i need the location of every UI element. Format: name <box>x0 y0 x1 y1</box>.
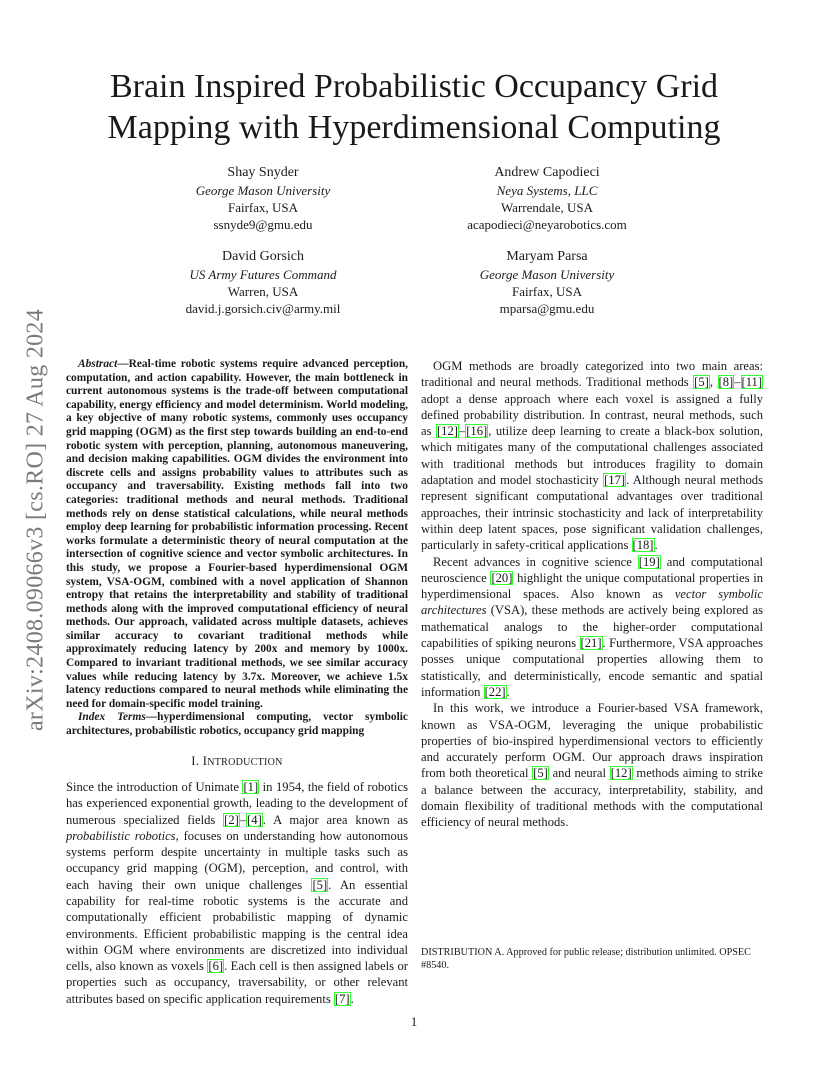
index-terms <box>66 711 408 738</box>
citation-link[interactable]: [21] <box>580 636 602 651</box>
author-affiliation: US Army Futures Command <box>189 267 337 282</box>
left-column <box>66 358 408 1007</box>
index-terms-text: —hyperdimensional computing, vector symbolic architectures, probabilistic robotics, occupancy grid mapping <box>66 711 408 738</box>
citation-link[interactable]: [7] <box>334 991 350 1006</box>
footnote: DISTRIBUTION A. Approved for public release; distribution unlimited. OPSEC #8540. <box>421 947 751 971</box>
abstract-text: —Real-time robotic systems require advanced perception, computation, and action capability. However, the main bottleneck in current autonomous systems is the trade-off between computational capability, energy efficiency and model determinism. World modeling, a key objective of many robotic systems, commonly uses occupancy grid mapping (OGM) as the first step towards building an end-to-end robotic system with perception, planning, autonomous maneuvering, and decision making capabilities. OGM divides the environment into discrete cells and assigns probability values to attributes such as occupancy and traversability. Existing methods fall into two categories: traditional methods and neural methods. Traditional methods rely on dense statistical calculations, while neural methods employ deep learning for probabilistic information processing. Recent works formulate a deterministic theory of neural computation at the intersection of cognitive science and vector symbolic architectures. In this study, we propose a Fourier-based hyperdimensional OGM system, VSA-OGM, combined with a novel application of Shannon entropy that retains the interpretability and stability of traditional methods along with the improved computational efficiency of neural methods. Our approach, validated across multiple datasets, achieves similar accuracy to covariant traditional methods while approximately reducing latency by 200x and memory by 1000x. Compared to invariant traditional methods, we see similar accuracy values while reducing latency by 3.7x. Moreover, we achieve 1.5x latency reductions compared to neural methods while eliminating the need for domain-specific model training. <box>66 358 408 710</box>
author-block-2 <box>397 164 697 233</box>
author-location: Fairfax, USA <box>227 200 299 215</box>
title-line-1: Brain Inspired Probabilistic Occupancy Grid <box>109 68 719 105</box>
contribution-paragraph: In this work, we introduce a Fourier-based VSA framework, known as VSA-OGM, leveraging the unique probabilistic properties of bio-inspired hyperdimensional vectors to efficiently and accurately perform OGM. Our approach draws inspiration from both theoretical [5] and neural [12] methods aiming to strike a balance between the accuracy, interpretability, stability, and domain flexibility of traditional methods with the computational efficiency of neural methods. <box>421 701 763 830</box>
author-name: Maryam Parsa <box>506 249 588 264</box>
citation-link[interactable]: [19] <box>638 554 660 569</box>
author-email: david.j.gorsich.civ@army.mil <box>185 301 341 316</box>
citation-link[interactable]: [12] <box>436 424 458 439</box>
abstract <box>66 358 408 711</box>
citation-link[interactable]: [5] <box>533 766 548 781</box>
citation-link[interactable]: [1] <box>243 779 259 794</box>
author-name: David Gorsich <box>221 249 305 264</box>
citation-link[interactable]: [5] <box>694 375 709 390</box>
section-title-first-letter: I <box>202 753 208 768</box>
author-name: Shay Snyder <box>227 165 299 180</box>
author-email: ssnyde9@gmu.edu <box>213 217 313 232</box>
author-block-3 <box>113 248 413 317</box>
section-heading-introduction <box>66 753 408 771</box>
citation-link[interactable]: [16] <box>466 424 488 439</box>
author-affiliation: George Mason University <box>195 183 331 198</box>
citation-link[interactable]: [4] <box>247 812 262 827</box>
author-block-4 <box>397 248 697 317</box>
citation-link[interactable]: [18] <box>632 538 654 553</box>
citation-link[interactable]: [2] <box>224 812 239 827</box>
citation-link[interactable]: [8] <box>718 375 734 390</box>
citation-link[interactable]: [20] <box>491 570 513 585</box>
citation-link[interactable]: [17] <box>604 473 626 488</box>
page-number: 1 <box>410 1014 418 1029</box>
author-block-1 <box>113 164 413 233</box>
author-name: Andrew Capodieci <box>494 165 600 180</box>
citation-link[interactable]: [11] <box>741 375 763 390</box>
index-terms-label: Index Terms <box>78 711 146 724</box>
citation-link[interactable]: [12] <box>610 766 632 781</box>
arxiv-sidebar <box>10 280 62 760</box>
paper-title <box>60 66 768 148</box>
right-column-flow <box>421 358 763 831</box>
author-affiliation: George Mason University <box>479 267 615 282</box>
methods-paragraph: OGM methods are broadly categorized into two main areas: traditional and neural methods. Traditional methods [5], [8]–[11] adopt a dense approach where each voxel is assigned a fully defined probability distribution. In contrast, neural methods, such as [12]–[16], utilize deep learning to create a black-box solution, which mitigates many of the computational challenges associated with traditional methods but introduces fragility to domain adaptation and model stochasticity [17]. Although neural methods represent significant computational advantages over traditional approaches, their intrinsic stochasticity and lack of interpretability within deep latent spaces, pose significant validation challenges, particularly in safety-critical applications [18]. <box>421 359 763 553</box>
citation-link[interactable]: [22] <box>484 684 506 699</box>
intro-paragraph: Since the introduction of Unimate [1] in 1954, the field of robotics has experienced exponential growth, leading to the development of numerous specialized fields [2]–[4]. A major area known as probabilistic robotics, focuses on understanding how autonomous systems perform despite uncertainty in multiple tasks such as occupancy grid mapping (OGM), perception, and control, with each having their own unique challenges [5]. An essential capability for real-time robotic systems is the accurate and computationally efficient probabilistic mapping of dynamic environments. Efficient probabilistic mapping is the central idea within OGM where environments are discretized into individual cells, also known as voxels [6]. Each cell is then assigned labels or properties such as occupancy, traversability, or other relevant attributes based on specific application requirements [7]. <box>66 779 408 1006</box>
arxiv-identifier: arXiv:2408.09066v3 [cs.RO] 27 Aug 2024 <box>22 308 49 732</box>
right-column <box>421 358 763 938</box>
author-location: Warren, USA <box>227 284 299 299</box>
author-location: Fairfax, USA <box>511 284 583 299</box>
citation-link[interactable]: [5] <box>312 877 328 892</box>
vsa-paragraph: Recent advances in cognitive science [19] and computational neuroscience [20] highlight the unique computational properties in hyperdimensional spaces. Also known as vector symbolic architectures (VSA), these methods are actively being explored as mathematical analogs to the higher-order computational capabilities of spiking neurons [21]. Furthermore, VSA approaches posses unique computational properties allowing them to statistically, and deterministically, encode semantic and spatial information [22]. <box>421 554 763 699</box>
section-title-rest: NTRODUCTION <box>207 756 283 768</box>
title-line-2: Mapping with Hyperdimensional Computing <box>107 109 721 146</box>
author-location: Warrendale, USA <box>500 200 594 215</box>
author-email: acapodieci@neyarobotics.com <box>467 217 627 232</box>
citation-link[interactable]: [6] <box>208 959 224 974</box>
abstract-label: Abstract <box>78 358 118 370</box>
section-number: I. <box>191 753 200 768</box>
author-email: mparsa@gmu.edu <box>499 301 595 316</box>
author-affiliation: Neya Systems, LLC <box>496 183 598 198</box>
